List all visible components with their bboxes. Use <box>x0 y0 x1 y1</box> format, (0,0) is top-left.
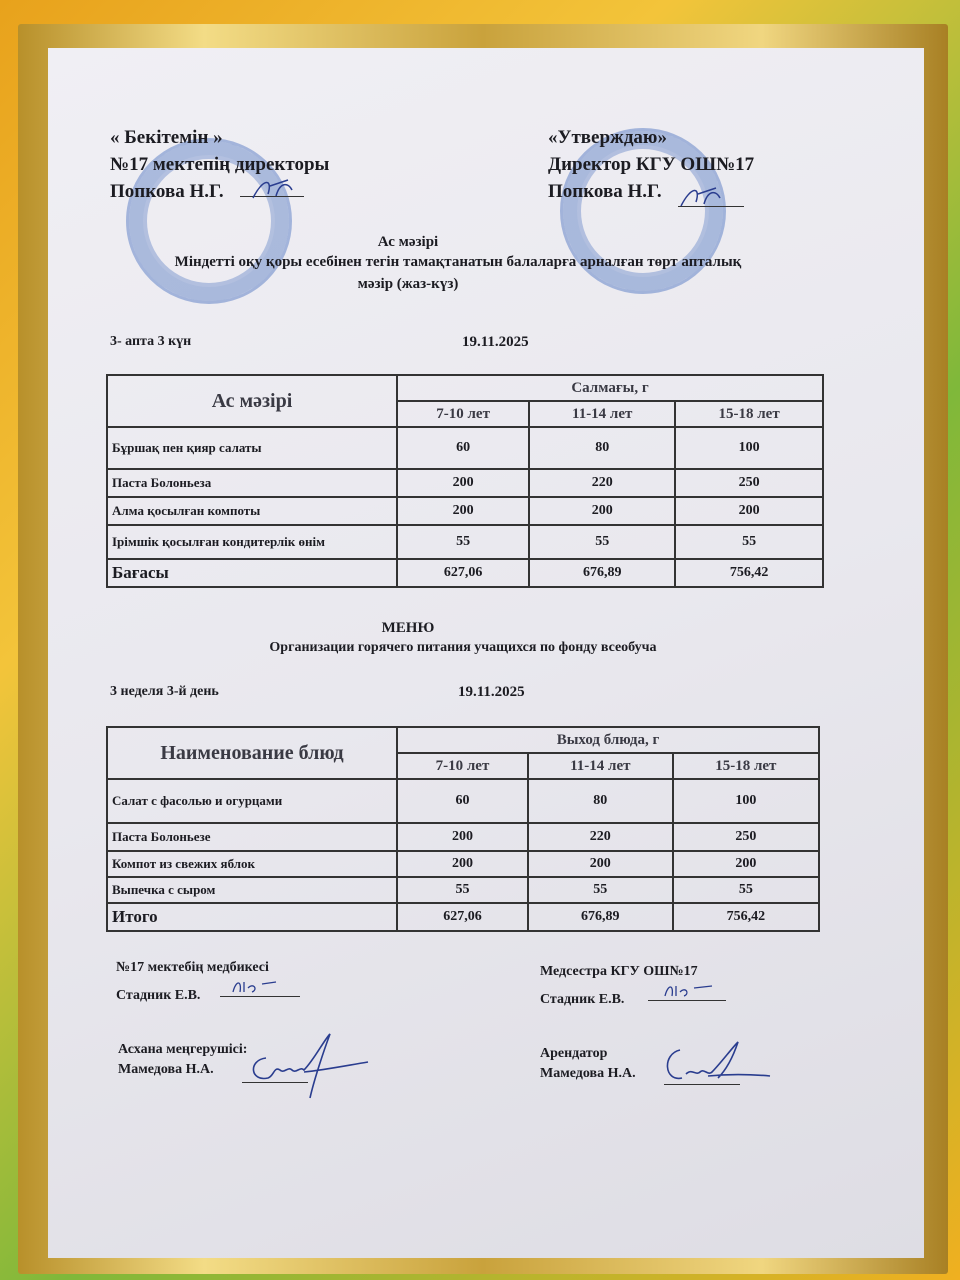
menu-sheet <box>48 48 924 1258</box>
ru-week-day: 3 неделя 3-й день <box>110 684 219 699</box>
dish-name: Ірімшік қосылған кондитерлік өнім <box>107 525 397 559</box>
total-label: Бағасы <box>107 559 397 587</box>
price-cell: 756,42 <box>675 559 823 587</box>
table-row <box>107 877 819 903</box>
weight-cell: 200 <box>673 851 819 877</box>
approval-left-line3: Попкова Н.Г. <box>110 181 224 202</box>
age-column-header: 7-10 лет <box>397 753 528 779</box>
canteen-kz <box>118 1040 247 1080</box>
table-row <box>107 469 823 497</box>
approval-right-line3: Попкова Н.Г. <box>548 181 662 202</box>
kz-title: Ас мәзірі <box>377 234 439 250</box>
weight-cell: 55 <box>397 525 529 559</box>
weight-cell: 200 <box>397 497 529 525</box>
dish-name: Бұршақ пен қияр салаты <box>107 427 397 469</box>
weight-cell: 200 <box>397 823 528 851</box>
signature-line <box>220 996 300 997</box>
table-header-row <box>107 375 823 401</box>
weight-cell: 55 <box>673 877 819 903</box>
dish-name: Выпечка с сыром <box>107 877 397 903</box>
total-label: Итого <box>107 903 397 931</box>
approval-left-line2: №17 мектепің директоры <box>110 154 330 175</box>
ru-menu-table <box>106 726 820 932</box>
weight-cell: 100 <box>675 427 823 469</box>
table-row <box>107 497 823 525</box>
table-header-row <box>107 727 819 753</box>
price-cell: 676,89 <box>529 559 675 587</box>
tenant-ru <box>540 1044 636 1084</box>
table-row <box>107 525 823 559</box>
approval-right-line1: «Утверждаю» <box>548 127 667 148</box>
canteen-kz-name: Мамедова Н.А. <box>118 1062 214 1077</box>
weight-cell: 220 <box>529 469 675 497</box>
total-row <box>107 903 819 931</box>
weight-cell: 60 <box>397 779 528 823</box>
ru-title: МЕНЮ <box>381 620 435 636</box>
table-row <box>107 823 819 851</box>
weight-group-header: Выход блюда, г <box>397 727 819 753</box>
age-column-header: 11-14 лет <box>529 401 675 427</box>
kz-week-day: 3- апта 3 күн <box>110 334 192 349</box>
table-row <box>107 851 819 877</box>
age-column-header: 11-14 лет <box>528 753 673 779</box>
weight-cell: 80 <box>528 779 673 823</box>
canteen-kz-title: Асхана меңгерушісі: <box>118 1042 248 1057</box>
weight-cell: 80 <box>529 427 675 469</box>
dish-name: Салат с фасолью и огурцами <box>107 779 397 823</box>
dish-name: Паста Болоньезе <box>107 823 397 851</box>
weight-cell: 100 <box>673 779 819 823</box>
weight-cell: 200 <box>675 497 823 525</box>
ru-date: 19.11.2025 <box>458 684 525 700</box>
price-cell: 627,06 <box>397 903 528 931</box>
weight-cell: 55 <box>397 877 528 903</box>
dish-name: Паста Болоньеза <box>107 469 397 497</box>
dish-column-header: Наименование блюд <box>107 727 397 779</box>
weight-cell: 55 <box>675 525 823 559</box>
kz-menu-table <box>106 374 824 588</box>
price-cell: 676,89 <box>528 903 673 931</box>
nurse-kz-name: Стадник Е.В. <box>116 988 201 1003</box>
weight-cell: 55 <box>529 525 675 559</box>
price-cell: 756,42 <box>673 903 819 931</box>
kz-date: 19.11.2025 <box>462 334 529 350</box>
signature-nurse-ru <box>660 980 720 1000</box>
total-row <box>107 559 823 587</box>
ru-subtitle: Организации горячего питания учащихся по фонду всеобуча <box>269 640 657 655</box>
tenant-ru-name: Мамедова Н.А. <box>540 1066 636 1081</box>
weight-cell: 250 <box>673 823 819 851</box>
weight-cell: 220 <box>528 823 673 851</box>
tenant-ru-title: Арендатор <box>540 1046 608 1061</box>
age-column-header: 15-18 лет <box>675 401 823 427</box>
weight-cell: 200 <box>397 851 528 877</box>
kz-subtitle-1: Міндетті оқу қоры есебінен тегін тамақтанатын балаларға арналған төрт апталық <box>174 254 742 270</box>
nurse-ru-name: Стадник Е.В. <box>540 992 625 1007</box>
signature-tenant <box>658 1038 778 1098</box>
weight-cell: 60 <box>397 427 529 469</box>
dish-column-header: Ас мәзірі <box>107 375 397 427</box>
signature-line <box>648 1000 726 1001</box>
weight-cell: 200 <box>397 469 529 497</box>
weight-cell: 250 <box>675 469 823 497</box>
weight-cell: 200 <box>528 851 673 877</box>
signature-canteen <box>244 1030 374 1100</box>
nurse-kz-title: №17 мектебің медбикесі <box>116 960 269 975</box>
signature-nurse-kz <box>228 976 288 996</box>
weight-group-header: Салмағы, г <box>397 375 823 401</box>
signature-director-left <box>248 176 298 202</box>
table-row <box>107 427 823 469</box>
table-row <box>107 779 819 823</box>
nurse-ru-title: Медсестра КГУ ОШ№17 <box>540 964 698 979</box>
approval-right-line2: Директор КГУ ОШ№17 <box>548 154 755 175</box>
signature-director-right <box>676 184 726 210</box>
dish-name: Алма қосылған компоты <box>107 497 397 525</box>
kz-subtitle-2: мәзір (жаз-күз) <box>357 276 459 292</box>
weight-cell: 200 <box>529 497 675 525</box>
approval-left-line1: « Бекітемін » <box>110 127 223 148</box>
age-column-header: 7-10 лет <box>397 401 529 427</box>
age-column-header: 15-18 лет <box>673 753 819 779</box>
price-cell: 627,06 <box>397 559 529 587</box>
dish-name: Компот из свежих яблок <box>107 851 397 877</box>
weight-cell: 55 <box>528 877 673 903</box>
